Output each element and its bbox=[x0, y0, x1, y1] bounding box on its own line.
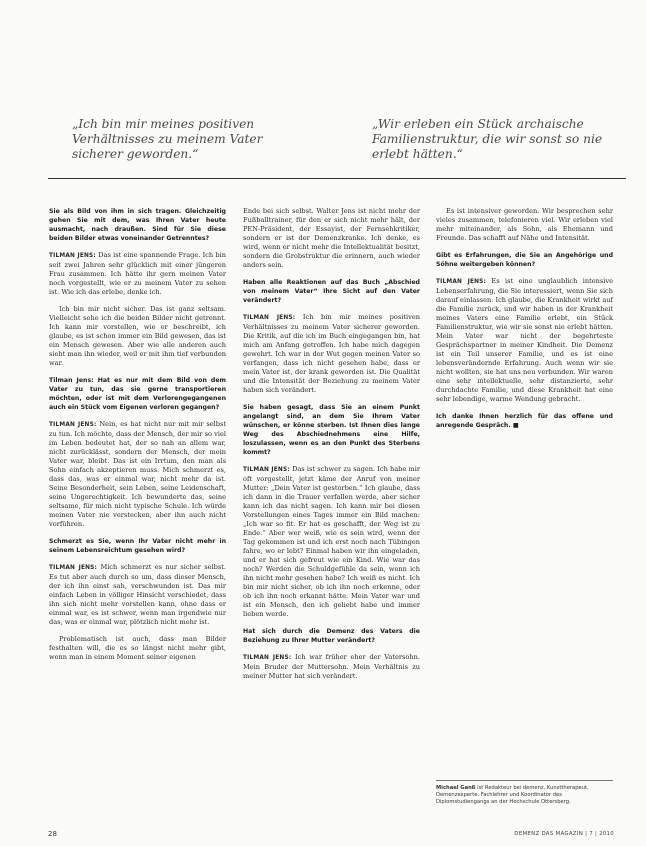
speaker-label: TILMAN JENS: bbox=[49, 565, 98, 571]
interview-question: Gibt es Erfahrungen, die Sie an Angehörige und Söhne weitergeben können? bbox=[436, 252, 613, 268]
interview-question: Tilman Jens: Hat es nur mit dem Bild von dem Vater zu tun, das sie gerne transportieren möchten, oder ist mit dem Verlorengegangenen auch ein Stück vom Eigenen verloren gegangen? bbox=[49, 377, 226, 411]
speaker-label: TILMAN JENS: bbox=[49, 253, 96, 259]
article-column-2 bbox=[243, 207, 420, 689]
answer-text: Das ist eine spannende Frage. Ich bin seit zwei Jahren sehr glücklich mit einer jüngeren Frau zusammen. Ich hätte ihr gern meinen Vater noch vorgestellt, wie er zu meinem Vater zu sehen ist. Wie ich das erlebe, denke ich. bbox=[49, 251, 226, 296]
answer-text: Ich bin mir meines positiven Verhältnisses zu meinem Vater sicherer geworden. Die Kritik, auf die ich im Buch eingegangen bin, hat mich am Anfang getroffen. Ich habe mich dagegen gewehrt. Ich war in der Wut gegen meinen Vater so verfangen, dass ich nicht gesehen habe, dass er mein Vater ist, der krank geworden ist. Die Qualität und die Intensität der Beziehung zu meinem Vater haben sich verändert. bbox=[243, 313, 420, 394]
speaker-label: TILMAN JENS: bbox=[49, 422, 97, 428]
author-caption bbox=[436, 785, 613, 805]
closing-text: Ich danke Ihnen herzlich für das offene und anregende Gespräch. bbox=[436, 413, 613, 429]
answer-text: Es ist eine unglaublich intensive Lebenserfahrung, die Sie interessiert, wenn Sie sich darauf einlassen. Ich glaube, die Krankheit wirkt auf die Familie zurück, und wir haben in der Krankheit meines Vaters eine Familie erlebt, ein Stück Familienstruktur, wie wir sie sonst nie erlebt hätten. Mein Vater war nicht der begehrteste Gesprächspartner in meiner Kindheit. Die Demenz ist ein Teil unserer Familie, und es ist eine lebensverändernde Erfahrung. Auch wenn wir sie nicht wollten, sie hat uns neu verbunden. Wir waren eine sehr intellektuelle, sehr distanzierte, sehr durchdachte Familie, und diese Krankheit hat eine sehr lebendige, warme Wendung gebracht. bbox=[436, 277, 613, 403]
answer-text: Mich schmerzt es nur sicher selbst. Es tut aber auch durch so um, dass dieser Mensch, der ich ihn einst sah, verschwunden ist. Das mir einfach Leben in völliger Hinsicht verschiedet, dass ihn sich nicht mehr vorstellen kann, ohne dass er einmal war, es ist schwer, wenn man irgendwie nur das, was er einmal war, plötzlich nicht mehr ist. bbox=[49, 563, 226, 626]
answer-paragraph: Ende bei sich selbst. Walter Jens ist nicht mehr der Fußballtrainer, für den er sich nicht mehr hält, der PEN-Präsident, der Essayist, der Fernsehkritiker, sondern er ist der Demenzkranke. Ich denke, es wird, wenn er nicht mehr die Intellektualität besitzt, sondern die Grobstruktur die erinnern, auch wieder anders sein. bbox=[243, 207, 420, 269]
interview-question: Sie haben gesagt, dass Sie an einem Punkt angelangt sind, an dem Sie Ihrem Vater wünschen, er könne sterben. Ist Ihnen dies lange Weg des Abschiednehmens eine Hilfe, loszulassen, wenn es an den Punkt des Sterbens kommt? bbox=[243, 404, 420, 456]
author-bio: ist Redakteur bei demenz, Kunsttherapeut, Demenzexperte, Fachlehrer und Koordinator des Diplomstudiengangs an der Hochschule Ottersberg. bbox=[436, 785, 589, 805]
interview-question: Hat sich durch die Demenz des Vaters die Beziehung zu Ihrer Mutter verändert? bbox=[243, 628, 420, 644]
interview-answer bbox=[49, 420, 226, 529]
interview-answer bbox=[436, 277, 613, 404]
end-mark: ■ bbox=[512, 422, 519, 429]
interview-answer bbox=[243, 313, 420, 395]
interview-question: Haben alle Reaktionen auf das Buch „Abschied von meinem Vater“ Ihre Sicht auf den Vater verändert? bbox=[243, 279, 420, 304]
interview-answer bbox=[243, 653, 420, 681]
speaker-label: TILMAN JENS: bbox=[243, 655, 292, 661]
speaker-label: TILMAN JENS: bbox=[436, 279, 487, 285]
interview-answer bbox=[49, 563, 226, 627]
answer-text: Ich war früher eher der Vatersohn. Mein Bruder der Muttersohn. Mein Verhältnis zu meiner Mutter hat sich verändert. bbox=[243, 653, 420, 680]
journal-footer: DEMENZ DAS MAGAZIN | 7 | 2010 bbox=[514, 831, 614, 837]
speaker-label: TILMAN JENS: bbox=[243, 467, 290, 473]
answer-paragraph: Es ist intensiver geworden. Wir besprechen sehr vieles zusammen, telefonieren viel. Wir erleben viel mehr miteinander, als Sohn, als Ehemann und Freunde. Das schafft auf Nähe und Intensität. bbox=[436, 207, 613, 242]
interview-answer bbox=[49, 251, 226, 297]
answer-text: Nein, es hat nicht nur mit mir selbst zu tun. Ich möchte, dass der Mensch, der mir so viel im Leben bedeutet hat, der so nah an allem war, nicht zurücklässt, sondern der Mensch, der mein Vater war, bleibt. Das ist ein Irrtum, den man als Sohn einfach akzeptieren muss. Mich schmerzt es, dass das, was er einmal war, nicht mehr da ist. Seine Besonderheit, sein Leben, seine Leidenschaft, seine Ungerechtigkeit. Ich bewunderte das, seine seltsame, für mich nicht typische Schule. Ich würde meinen Vater nie verstecken, aber ihn auch nicht vorführen. bbox=[49, 420, 226, 528]
closing-question bbox=[436, 412, 613, 430]
caption-divider bbox=[436, 780, 613, 781]
article-column-1 bbox=[49, 207, 226, 670]
interview-answer bbox=[243, 465, 420, 619]
author-name: Michael Ganß bbox=[436, 785, 476, 791]
answer-text: Das ist schwer zu sagen. Ich habe mir oft vorgestellt, jetzt käme der Anruf von meiner Mutter: „Dein Vater ist gestorben.“ Ich glaube, dass ich dann in die Trauer verfallen werde, aber sicher kann ich das nicht sagen. Ich kann mir bei diesen Vorstellungen eines Tages immer ein Bild machen: „Ich war so fit. Er hat es geschafft, der Weg ist zu Ende.“ Aber wer weiß, wie es sein wird, wenn der Tag gekommen ist und ich erst noch nach Tübingen fahre, wo er lebt? Einmal haben wir ihn eingeladen, und er hat sich gefreut wie ein Kind. Wie war das noch? Werden die Schuldgefühle da sein, wenn ich ihn nicht mehr gesehen habe? Ich weiß es nicht. Ich bin mir nicht sicher, ob ich ihn noch erkenne, oder ob ich ihn noch erkannt hätte. Mein Vater war und ist ein Mensch, den ich geliebt habe und immer lieben werde. bbox=[243, 465, 420, 618]
pull-quote-right: „Wir erleben ein Stück archaische Familienstruktur, die wir sonst so nie erlebt hätten.“ bbox=[372, 117, 603, 161]
speaker-label: TILMAN JENS: bbox=[243, 315, 296, 321]
pull-quote-left: „Ich bin mir meines positiven Verhältnisses zu meinem Vater sicherer geworden.“ bbox=[72, 117, 263, 161]
interview-question: Sie als Bild von ihm in sich tragen. Gleichzeitig gehen Sie mit dem, was Ihren Vater heute ausmacht, nach draußen. Sind für Sie diese beiden Bilder etwas voneinander Getrenntes? bbox=[49, 208, 226, 242]
page-number: 28 bbox=[48, 830, 57, 838]
interview-question: Schmerzt es Sie, wenn Ihr Vater nicht mehr in seinem Lebensreichtum gesehen wird? bbox=[49, 538, 226, 554]
top-divider bbox=[48, 178, 626, 179]
article-column-3 bbox=[436, 207, 613, 438]
answer-paragraph: Ich bin mir nicht sicher. Das ist ganz seltsam. Vielleicht sehe ich die beiden Bilder nicht getrennt. Ich kann mir vorstellen, wie er beschreibt, ich glaube, es ist schon immer ein Bild gewesen, das ist ein Mensch gewesen. Aber wie alle anderen auch sieht man ihn wieder, weil er mit ihm tief verbunden war. bbox=[49, 305, 226, 367]
answer-paragraph: Problematisch ist auch, dass man Bilder festhalten will, die es so längst nicht mehr gibt, wenn man in einem Moment seiner eigenen bbox=[49, 635, 226, 661]
